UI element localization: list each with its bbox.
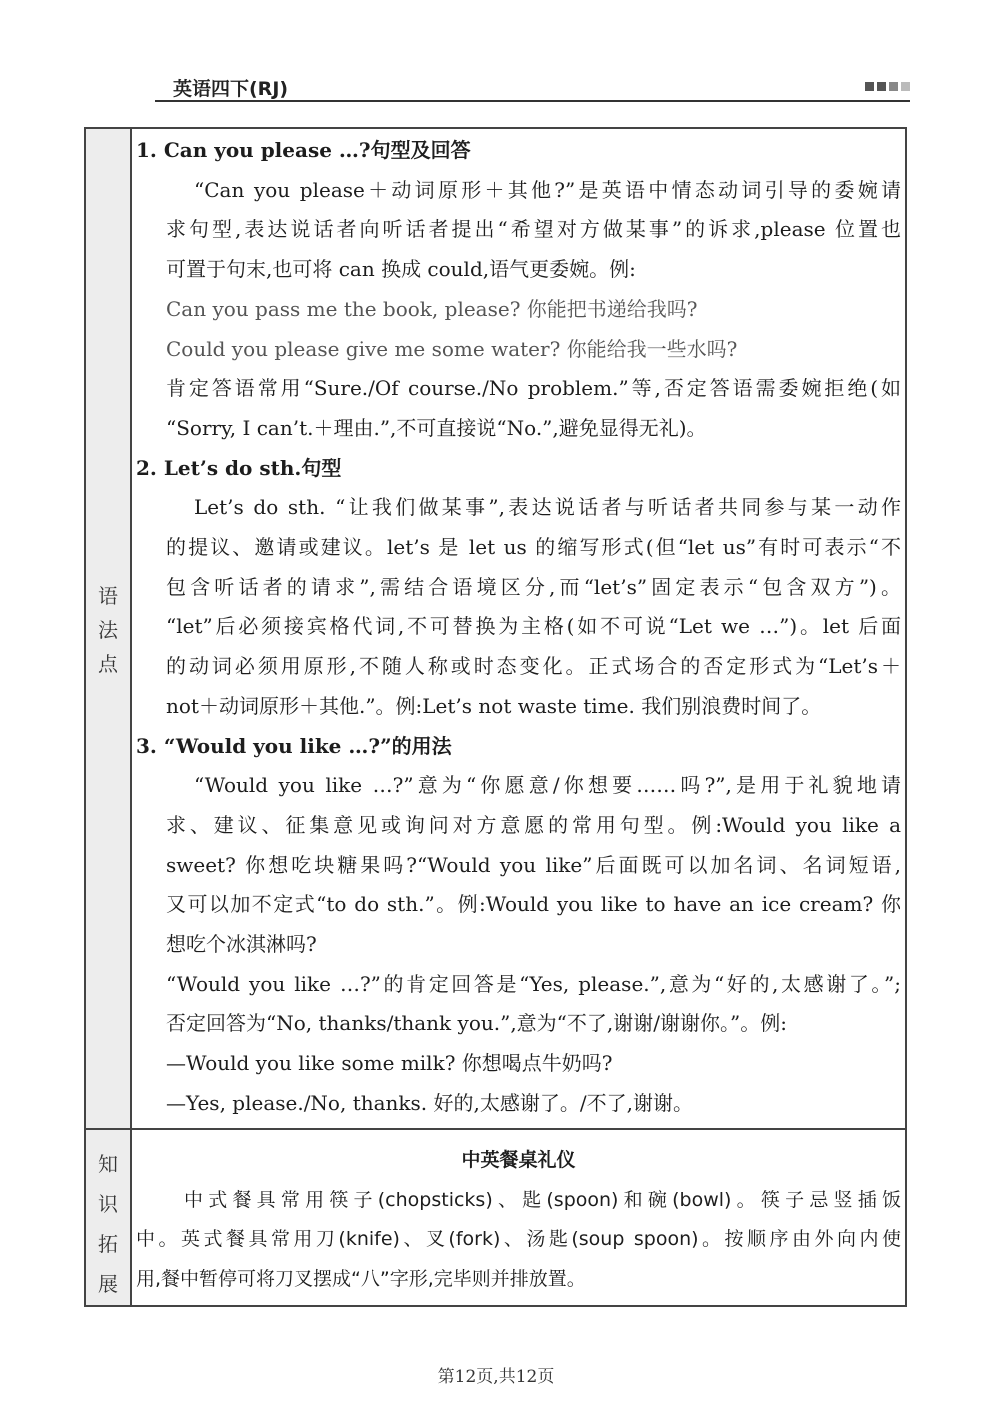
paragraph-line: not＋动词原形＋其他.”。例:Let’s not waste time. 我们别浪费时间了。 — [166, 693, 822, 718]
paragraph-line: 肯定答语常用“Sure./Of course./No problem.”等,否定答语需委婉拒绝(如 — [166, 376, 901, 401]
paragraph-line: 可置于句末,也可将 can 换成 could,语气更委婉。例: — [166, 257, 636, 282]
book-title: 英语四下(RJ) — [173, 78, 289, 100]
extension-section-label: 知 识 拓 展 — [98, 1152, 118, 1296]
paragraph-line: “let”后必须接宾格代词,不可替换为主格(如不可说“Let we …”)。let 后面 — [166, 614, 901, 639]
paragraph-line: “Would you like …?”的肯定回答是“Yes, please.”,意为“好的,太感谢了。”; — [166, 971, 901, 996]
paragraph-line: sweet? 你想吃块糖果吗?“Would you like”后面既可以加名词、名词短语, — [166, 852, 901, 877]
header-decoration — [865, 82, 910, 91]
paragraph-line: “Would you like …?”意为“你愿意/你想要……吗?”,是用于礼貌地请 — [194, 773, 901, 798]
grammar-section-label: 语 法 点 — [98, 584, 118, 676]
extension-line: 用,餐中暂停可将刀叉摆成“八”字形,完毕则并排放置。 — [136, 1268, 586, 1291]
dialogue-line: —Would you like some milk? 你想喝点牛奶吗? — [166, 1051, 613, 1076]
extension-title: 中英餐桌礼仪 — [461, 1149, 576, 1171]
paragraph-line: 否定回答为“No, thanks/thank you.”,意为“不了,谢谢/谢谢你。”。例: — [166, 1011, 787, 1036]
paragraph-line: “Sorry, I can’t.＋理由.”,不可直接说“No.”,避免显得无礼)。 — [166, 415, 707, 440]
extension-content — [136, 1141, 901, 1300]
section-divider — [86, 1128, 905, 1130]
extension-line: 中。英式餐具常用刀(knife)、叉(fork)、汤匙(soup spoon)。按顺序由外向内使 — [136, 1228, 901, 1251]
example-line: Could you please give me some water? 你能给我一些水吗? — [166, 336, 738, 361]
dialogue-line: —Yes, please./No, thanks. 好的,太感谢了。/不了,谢谢。 — [166, 1090, 693, 1115]
extension-line: 中式餐具常用筷子(chopsticks)、匙(spoon)和碗(bowl)。筷子忌竖插饭 — [184, 1188, 901, 1211]
paragraph-line: 的动词必须用原形,不随人称或时态变化。正式场合的否定形式为“Let’s＋ — [166, 654, 901, 679]
paragraph-line: 想吃个冰淇淋吗? — [166, 932, 317, 957]
heading-would-you-like: 3. “Would you like …?”的用法 — [136, 733, 452, 758]
content-frame — [84, 127, 907, 1307]
paragraph-line: Let’s do sth. “让我们做某事”,表达说话者与听话者共同参与某一动作 — [194, 495, 901, 520]
grammar-content — [136, 131, 901, 1124]
paragraph-line: 包含听话者的请求”,需结合语境区分,而“let’s”固定表示“包含双方”)。 — [166, 574, 901, 599]
paragraph-line: 又可以加不定式“to do sth.”。例:Would you like to have an ice cream? 你 — [166, 892, 901, 917]
page-header — [155, 70, 910, 102]
paragraph-line: 求句型,表达说话者向听话者提出“希望对方做某事”的诉求,please 位置也 — [166, 217, 901, 242]
heading-can-you-please: 1. Can you please …?句型及回答 — [136, 138, 471, 162]
heading-lets-do: 2. Let’s do sth.句型 — [136, 455, 342, 480]
example-line: Can you pass me the book, please? 你能把书递给我吗? — [166, 296, 698, 321]
page-number: 第12页,共12页 — [437, 1367, 555, 1387]
paragraph-line: “Can you please＋动词原形＋其他?”是英语中情态动词引导的委婉请 — [194, 177, 901, 202]
paragraph-line: 的提议、邀请或建议。let’s 是 let us 的缩写形式(但“let us”有时可表示“不 — [166, 535, 901, 560]
paragraph-line: 求、建议、征集意见或询问对方意愿的常用句型。例:Would you like a — [166, 812, 901, 837]
